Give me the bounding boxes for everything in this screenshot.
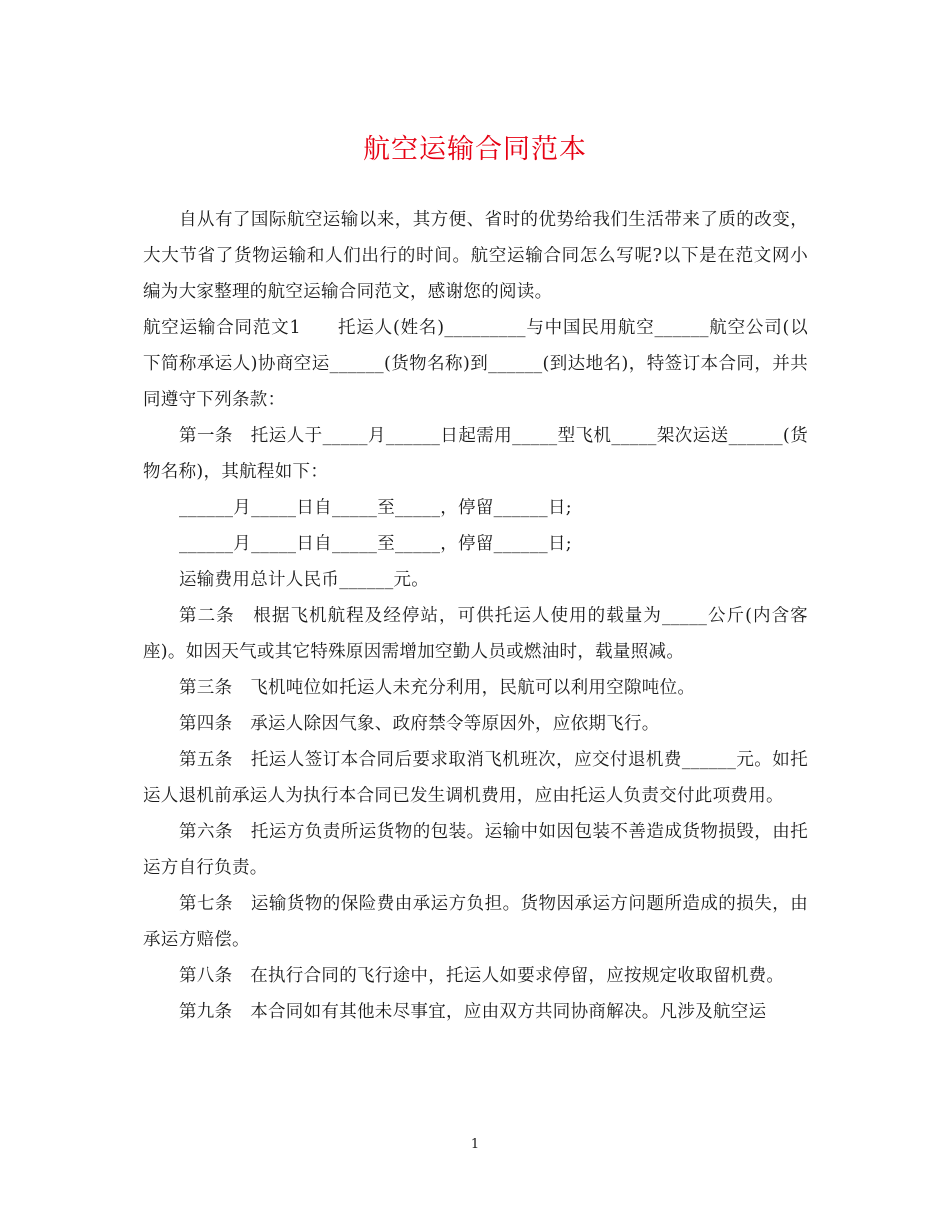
paragraph: ______月_____日自_____至_____，停留______日; [179,498,572,518]
paragraph: ______月_____日自_____至_____，停留______日; [179,534,572,554]
page-number: 1 [470,1137,480,1152]
paragraph: 第五条 托运人签订本合同后要求取消飞机班次，应交付退机费______元。如托运人退机前承运人为执行本合同已发生调机费用，应由托运人负责交付此项费用。 [143,750,808,806]
paragraph: 第一条 托运人于_____月______日起需用_____型飞机_____架次运送______(货物名称)，其航程如下： [143,426,808,482]
paragraph: 第八条 在执行合同的飞行途中，托运人如要求停留，应按规定收取留机费。 [179,966,785,986]
paragraph: 第九条 本合同如有其他未尽事宜，应由双方共同协商解决。凡涉及航空运 [179,1002,767,1022]
paragraph: 第三条 飞机吨位如托运人未充分利用，民航可以利用空隙吨位。 [179,678,696,698]
document-title: 航空运输合同范本 [363,134,587,165]
paragraph: 航空运输合同范文1 托运人(姓名)_________与中国民用航空______航空公司(以下简称承运人)协商空运______(货物名称)到______(到达地名)，特签订本合同，并共同遵守下列条款： [143,318,808,410]
paragraph: 第四条 承运人除因气象、政府禁令等原因外，应依期飞行。 [179,714,660,734]
document-body [143,202,808,1030]
paragraph: 第七条 运输货物的保险费由承运方负担。货物因承运方问题所造成的损失，由承运方赔偿。 [143,894,808,950]
paragraph: 第二条 根据飞机航程及经停站，可供托运人使用的载量为_____公斤(内含客座)。如因天气或其它特殊原因需增加空勤人员或燃油时，载量照减。 [143,606,808,662]
paragraph: 运输费用总计人民币______元。 [179,570,430,590]
paragraph: 第六条 托运方负责所运货物的包装。运输中如因包装不善造成货物损毁，由托运方自行负责。 [143,822,808,878]
paragraph: 自从有了国际航空运输以来，其方便、省时的优势给我们生活带来了质的改变，大大节省了货物运输和人们出行的时间。航空运输合同怎么写呢?以下是在范文网小编为大家整理的航空运输合同范文，感谢您的阅读。 [143,210,808,302]
